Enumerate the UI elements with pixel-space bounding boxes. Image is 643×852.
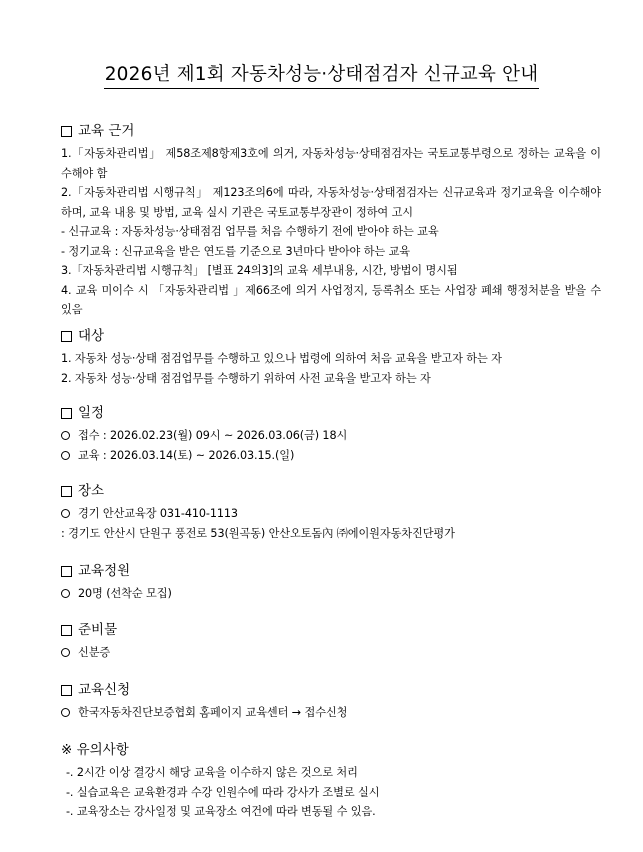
section-capacity — [61, 561, 601, 604]
section-heading-capacity: 교육정원 — [61, 561, 601, 581]
target-item-1: 1. 자동차 성능·상태 점검업무를 수행하고 있으나 법령에 의하여 처음 교육을 받고자 하는 자 — [61, 352, 502, 365]
section-supplies — [61, 620, 601, 663]
section-target — [61, 326, 601, 388]
section-heading-supplies: 준비물 — [61, 620, 601, 640]
square-bullet-icon — [61, 685, 72, 696]
square-bullet-icon — [61, 625, 72, 636]
capacity-value: 20명 (선착순 모집) — [61, 584, 601, 604]
circle-bullet-icon — [61, 708, 70, 717]
basis-item-1: 1.「자동차관리법」 제58조제8항제3호에 의거, 자동차성능·상태점검자는 국토교통부령으로 정하는 교육을 이수해야 함 — [61, 147, 601, 180]
section-heading-venue: 장소 — [61, 481, 601, 501]
section-heading-notes: ※ 유의사항 — [61, 742, 129, 758]
venue-address: : 경기도 안산시 단원구 풍전로 53(원곡동) 안산오토돔內 ㈜에이원자동차진단평가 — [61, 526, 455, 540]
circle-bullet-icon — [61, 451, 70, 460]
square-bullet-icon — [61, 566, 72, 577]
section-apply — [61, 680, 601, 723]
note-item-1: -. 2시간 이상 결강시 해당 교육을 이수하지 않은 것으로 처리 — [66, 766, 358, 779]
page-title: 2026년 제1회 자동차성능·상태점검자 신규교육 안내 — [0, 60, 643, 89]
basis-item-2: 2.「자동차관리법 시행규칙」 제123조의6에 따라, 자동차성능·상태점검자는 신규교육과 정기교육을 이수해야 하며, 교육 내용 및 방법, 교육 실시 기관은 국토교통부장관이 정하여 고시 — [61, 186, 601, 219]
section-notes — [61, 740, 601, 822]
schedule-registration: 접수 : 2026.02.23(월) 09시 ~ 2026.03.06(금) 18시 — [61, 426, 601, 446]
schedule-training: 교육 : 2026.03.14(토) ~ 2026.03.15.(일) — [61, 446, 601, 466]
square-bullet-icon — [61, 486, 72, 497]
note-item-2: -. 실습교육은 교육환경과 수강 인원수에 따라 강사가 조별로 실시 — [66, 785, 380, 799]
circle-bullet-icon — [61, 431, 70, 440]
apply-value: 한국자동차진단보증협회 홈페이지 교육센터 → 접수신청 — [61, 703, 601, 723]
square-bullet-icon — [61, 331, 72, 342]
basis-item-3: 3.「자동차관리법 시행규칙」 [별표 24의3]의 교육 세부내용, 시간, 방법이 명시됨 — [61, 264, 458, 277]
section-heading-target: 대상 — [61, 326, 601, 346]
section-schedule — [61, 403, 601, 465]
basis-item-new-edu: - 신규교육 : 자동차성능·상태점검 업무를 처음 수행하기 전에 받아야 하는 교육 — [61, 225, 439, 238]
section-heading-schedule: 일정 — [61, 403, 601, 423]
section-venue — [61, 481, 601, 543]
venue-name: 경기 안산교육장 031-410-1113 — [61, 504, 601, 524]
square-bullet-icon — [61, 126, 72, 137]
section-heading-apply: 교육신청 — [61, 680, 601, 700]
note-item-3: -. 교육장소는 강사일정 및 교육장소 여건에 따라 변동될 수 있음. — [66, 805, 376, 818]
basis-item-4: 4. 교육 미이수 시 「자동차관리법 」제66조에 의거 사업정지, 등록취소 또는 사업장 폐쇄 행정처분을 받을 수 있음 — [61, 283, 601, 316]
square-bullet-icon — [61, 408, 72, 419]
supplies-value: 신분증 — [61, 643, 601, 663]
circle-bullet-icon — [61, 589, 70, 598]
circle-bullet-icon — [61, 509, 70, 518]
section-basis — [61, 121, 601, 320]
circle-bullet-icon — [61, 648, 70, 657]
section-heading-basis: 교육 근거 — [61, 121, 601, 141]
target-item-2: 2. 자동차 성능·상태 점검업무를 수행하기 위하여 사전 교육을 받고자 하는 자 — [61, 371, 431, 385]
basis-item-regular-edu: - 정기교육 : 신규교육을 받은 연도를 기준으로 3년마다 받아야 하는 교육 — [61, 244, 410, 258]
